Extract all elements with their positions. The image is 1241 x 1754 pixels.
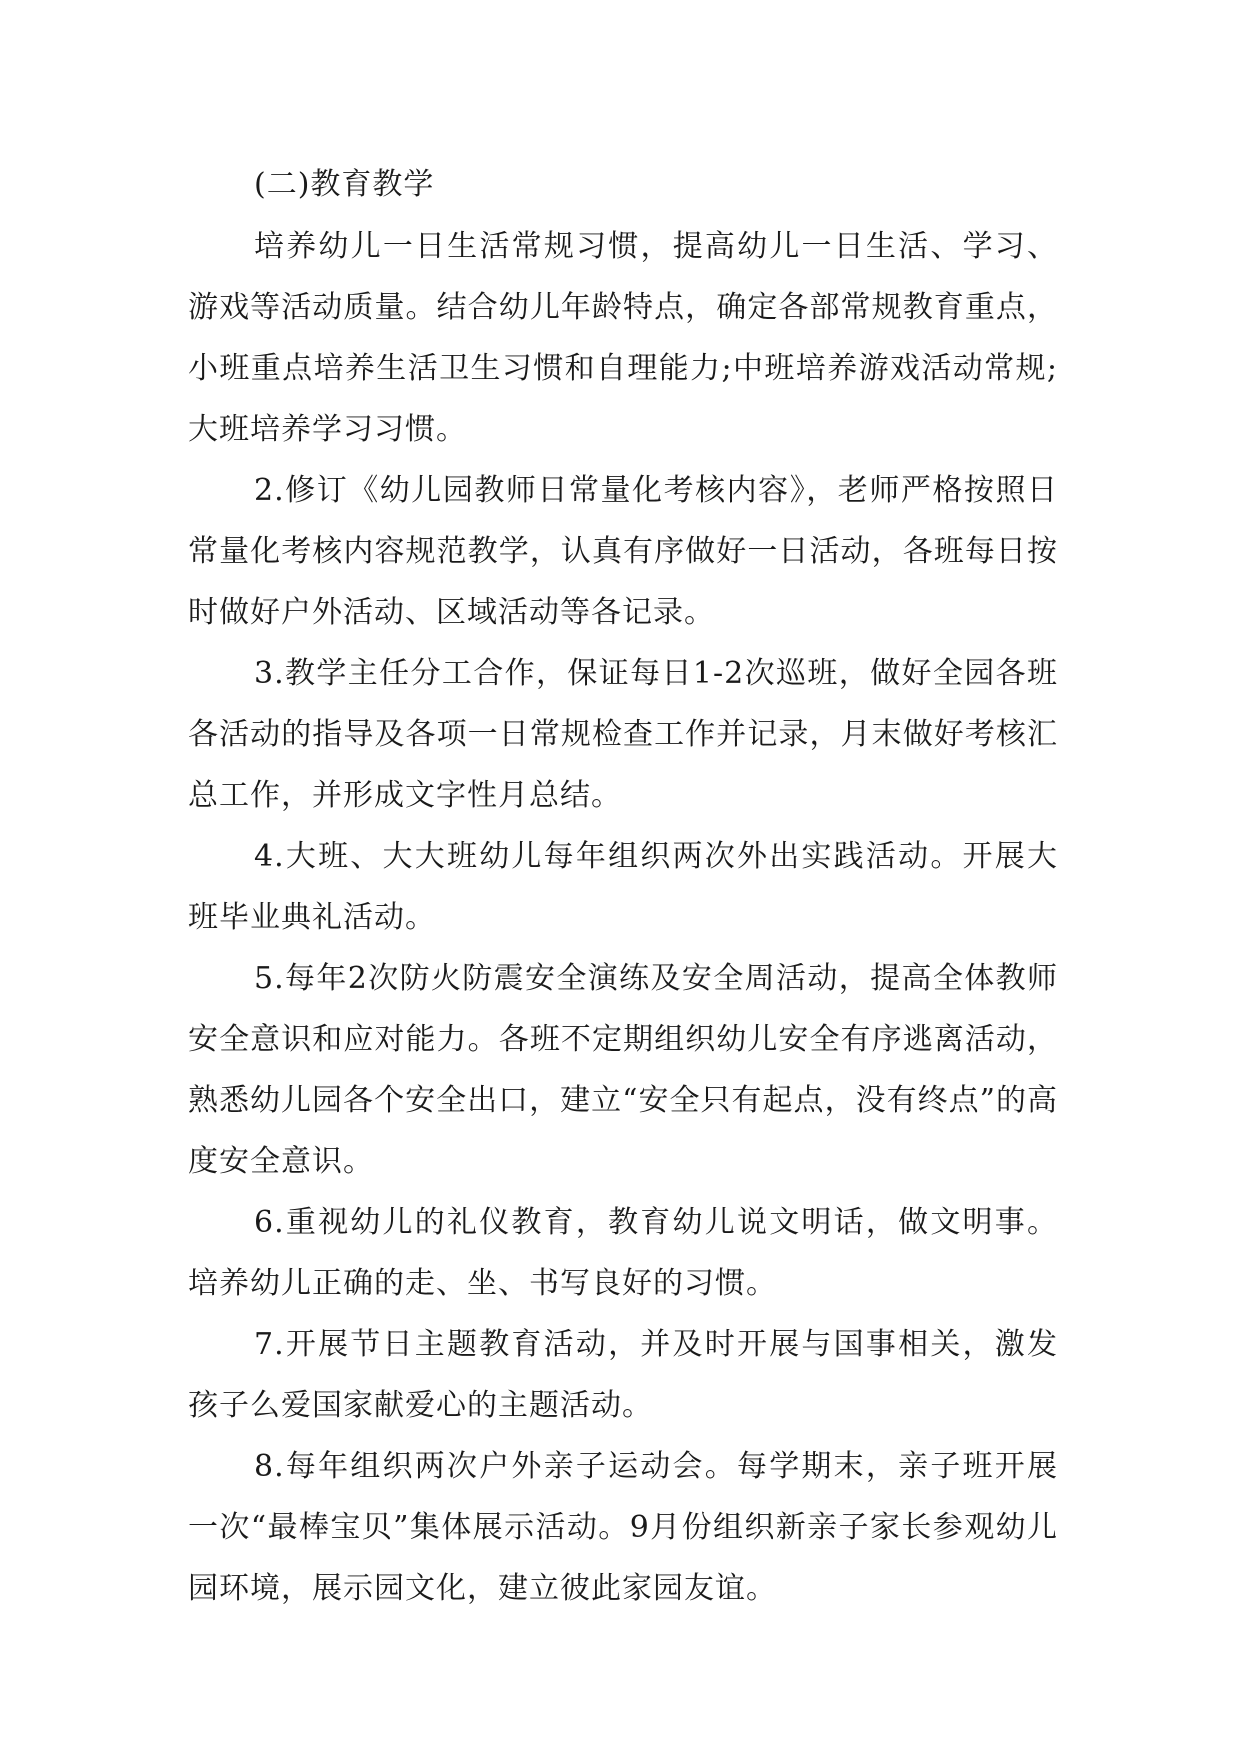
paragraph-2: 2.修订《幼儿园教师日常量化考核内容》，老师严格按照日常量化考核内容规范教学，认真有序做好一日活动，各班每日按时做好户外活动、区域活动等各记录。 [188, 473, 1058, 630]
paragraph-5: 5.每年2次防火防震安全演练及安全周活动，提高全体教师安全意识和应对能力。各班不定期组织幼儿安全有序逃离活动，熟悉幼儿园各个安全出口，建立“安全只有起点，没有终点”的高度安全意识。 [188, 961, 1058, 1179]
section-heading: (二)教育教学 [254, 167, 435, 202]
paragraph-6: 6.重视幼儿的礼仪教育，教育幼儿说文明话，做文明事。培养幼儿正确的走、坐、书写良好的习惯。 [188, 1205, 1058, 1301]
paragraph-4: 4.大班、大大班幼儿每年组织两次外出实践活动。开展大班毕业典礼活动。 [188, 839, 1058, 935]
paragraph-1: 培养幼儿一日生活常规习惯，提高幼儿一日生活、学习、游戏等活动质量。结合幼儿年龄特点，确定各部常规教育重点，小班重点培养生活卫生习惯和自理能力;中班培养游戏活动常规;大班培养学习习惯。 [188, 229, 1058, 447]
paragraph-8: 8.每年组织两次户外亲子运动会。每学期末，亲子班开展一次“最棒宝贝”集体展示活动。9月份组织新亲子家长参观幼儿园环境，展示园文化，建立彼此家园友谊。 [188, 1449, 1058, 1606]
paragraph-3: 3.教学主任分工合作，保证每日1-2次巡班，做好全园各班各活动的指导及各项一日常规检查工作并记录，月末做好考核汇总工作，并形成文字性月总结。 [188, 656, 1058, 813]
paragraph-7: 7.开展节日主题教育活动，并及时开展与国事相关，激发孩子么爱国家献爱心的主题活动。 [188, 1327, 1058, 1423]
document-body [188, 155, 1058, 1619]
